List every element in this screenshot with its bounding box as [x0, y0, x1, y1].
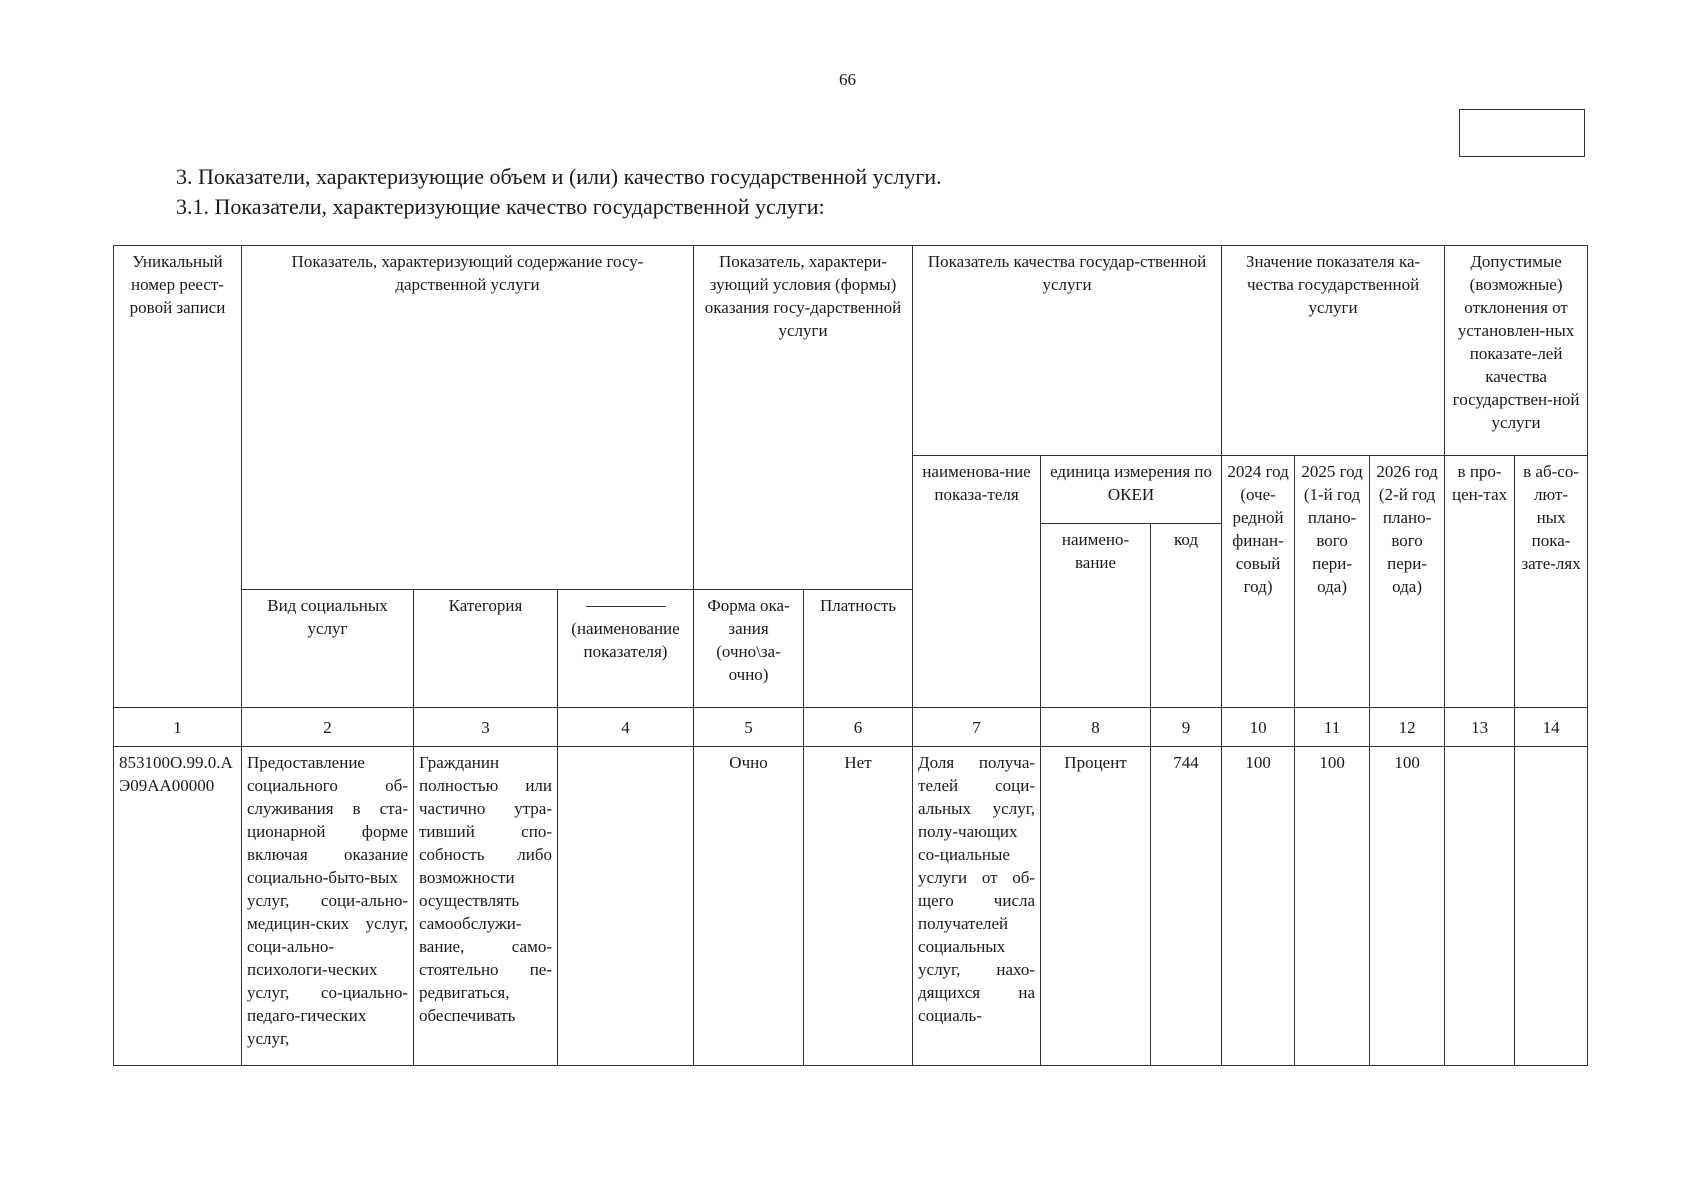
table-row	[114, 747, 1588, 1066]
column-number: 4	[558, 708, 694, 747]
header-service-type: Вид социальных услуг	[242, 590, 414, 708]
cell-unit-code: 744	[1151, 747, 1222, 1066]
cell-value-2025: 100	[1295, 747, 1370, 1066]
cell-quality-name: Доля получа-телей соци-альных услуг, полу-чающих со-циальные услуги от об-щего числа получателей социальных услуг, нахо-дящихся на социаль-	[913, 747, 1041, 1066]
column-number: 10	[1222, 708, 1295, 747]
header-year-2024: 2024 год (оче-редной финан-совый год)	[1222, 456, 1295, 708]
header-form-of-provision: Форма ока-зания (очно\за-очно)	[694, 590, 804, 708]
header-category: Категория	[414, 590, 558, 708]
header-payment: Платность	[804, 590, 913, 708]
cell-deviation-percent	[1445, 747, 1515, 1066]
quality-indicators-table	[113, 245, 1588, 1066]
subsection-heading: 3.1. Показатели, характеризующие качество государственной услуги:	[176, 194, 825, 219]
column-number: 12	[1370, 708, 1445, 747]
header-unit-name: наимено-вание	[1041, 524, 1151, 708]
header-quality-indicator: Показатель качества государ-ственной услуги	[913, 246, 1222, 456]
column-number: 14	[1515, 708, 1588, 747]
header-year-2025: 2025 год (1-й год плано-вого пери-ода)	[1295, 456, 1370, 708]
column-number: 6	[804, 708, 913, 747]
header-content-indicator: Показатель, характеризующий содержание госу-дарственной услуги	[242, 246, 694, 590]
column-number: 13	[1445, 708, 1515, 747]
cell-registry-number: 853100О.99.0.АЭ09АА00000	[114, 747, 242, 1066]
column-number: 2	[242, 708, 414, 747]
header-indicator-blank-label: (наименование показателя)	[571, 619, 680, 661]
cell-category: Гражданин полностью или частично утра-тивший спо-собность либо возможности осуществлять самообслужи-вание, само-стоятельно пе-редвигаться, обеспечивать	[414, 747, 558, 1066]
cell-indicator-4	[558, 747, 694, 1066]
header-indicator-name: наименова-ние показа-теля	[913, 456, 1041, 708]
cell-payment: Нет	[804, 747, 913, 1066]
header-quality-value: Значение показателя ка-чества государственной услуги	[1222, 246, 1445, 456]
cell-value-2026: 100	[1370, 747, 1445, 1066]
column-number: 1	[114, 708, 242, 747]
header-conditions-indicator: Показатель, характери-зующий условия (формы) оказания госу-дарственной услуги	[694, 246, 913, 590]
header-indicator-blank	[558, 590, 694, 708]
header-registry-number: Уникальный номер реест-ровой записи	[114, 246, 242, 708]
column-number: 11	[1295, 708, 1370, 747]
cell-unit-name: Процент	[1041, 747, 1151, 1066]
section-heading: 3. Показатели, характеризующие объем и (или) качество государственной услуги.	[176, 164, 942, 189]
header-allowed-deviation: Допустимые (возможные) отклонения от установлен-ных показате-лей качества государствен-ной услуги	[1445, 246, 1588, 456]
cell-value-2024: 100	[1222, 747, 1295, 1066]
header-in-absolute: в аб-со-лют-ных пока-зате-лях	[1515, 456, 1588, 708]
blank-line	[586, 594, 666, 607]
cell-deviation-absolute	[1515, 747, 1588, 1066]
corner-box	[1459, 109, 1585, 157]
header-unit-code: код	[1151, 524, 1222, 708]
header-in-percent: в про-цен-тах	[1445, 456, 1515, 708]
cell-service-type: Предоставление социального об-служивания в ста-ционарной форме включая оказание социально-быто-вых услуг, соци-ально-медицин-ских услуг, соци-ально-психологи-ческих услуг, со-циально-педаго-гических услуг,	[242, 747, 414, 1066]
cell-form: Очно	[694, 747, 804, 1066]
page-number: 66	[839, 70, 856, 89]
header-unit-okei: единица измерения по ОКЕИ	[1041, 456, 1222, 524]
column-number: 8	[1041, 708, 1151, 747]
column-number: 9	[1151, 708, 1222, 747]
header-year-2026: 2026 год (2-й год плано-вого пери-ода)	[1370, 456, 1445, 708]
column-number: 3	[414, 708, 558, 747]
column-number: 5	[694, 708, 804, 747]
column-number: 7	[913, 708, 1041, 747]
